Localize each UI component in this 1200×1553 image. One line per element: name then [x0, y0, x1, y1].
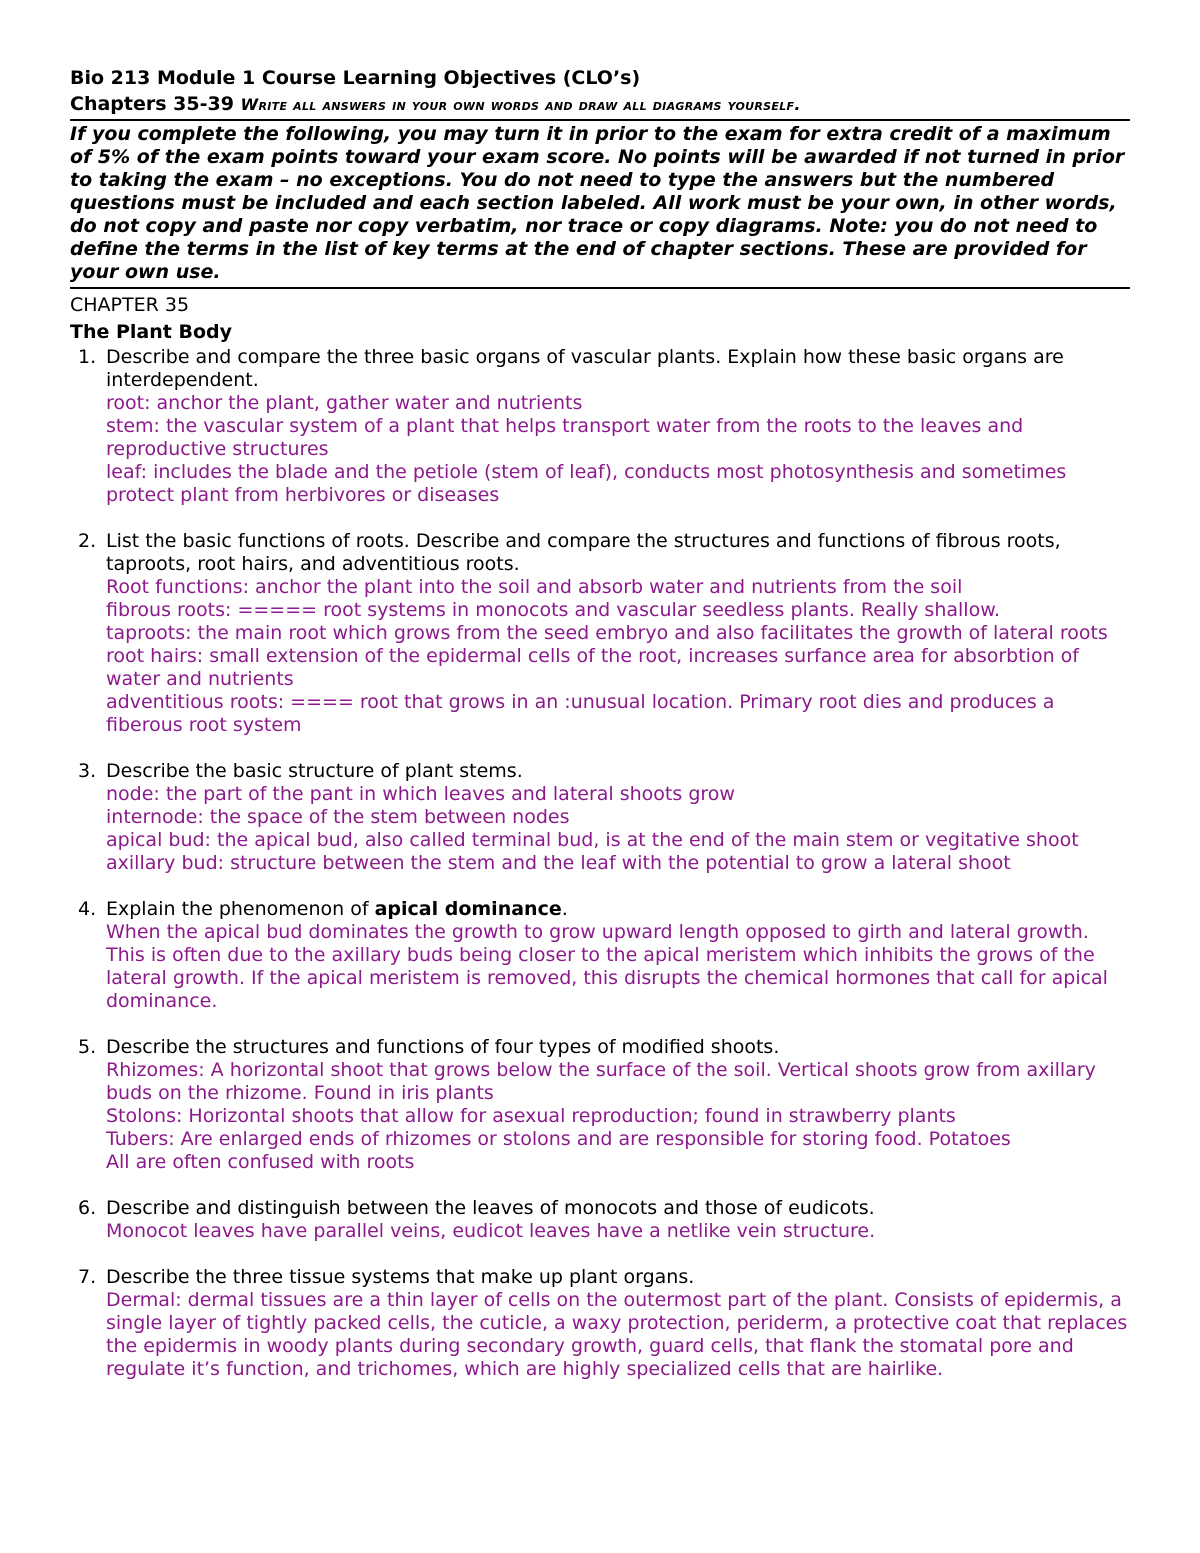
- question-item: [70, 1266, 1130, 1381]
- extra-credit-notice: If you complete the following, you may turn it in prior to the exam for extra credit of a maximum of 5% of the exam points toward your exam score. No points will be awarded if not turned in prior to taking the exam – no exceptions. You do not need to type the answers but the numbered questions must be included and each section labeled. All work must be your own, in other words, do not copy and paste nor copy verbatim, nor trace or copy diagrams. Note: you do not need to define the terms in the list of key terms at the end of chapter sections. These are provided for your own use.: [70, 123, 1125, 283]
- document-page: [70, 62, 1130, 1404]
- question-number: 2.: [78, 530, 97, 552]
- section-heading: The Plant Body: [70, 321, 232, 343]
- question-text: Describe and distinguish between the leaves of monocots and those of eudicots.: [106, 1197, 875, 1219]
- question-number: 7.: [78, 1266, 97, 1288]
- top-divider: [70, 119, 1130, 121]
- question-text-after: .: [561, 898, 568, 920]
- answer-line: Monocot leaves have parallel veins, eudicot leaves have a netlike vein structure.: [106, 1220, 876, 1242]
- question-number: 5.: [78, 1036, 97, 1058]
- answer-line: internode: the space of the stem between nodes: [106, 806, 570, 828]
- question-text: List the basic functions of roots. Describe and compare the structures and functions of fibrous roots, taproots, root hairs, and adventitious roots.: [106, 530, 1061, 575]
- answer-line: Root functions: anchor the plant into the soil and absorb water and nutrients from the soil: [106, 576, 963, 598]
- answer-line: leaf: includes the blade and the petiole (stem of leaf), conducts most photosynthesis and sometimes protect plant from herbivores or diseases: [106, 461, 1067, 506]
- question-number: 1.: [78, 346, 97, 368]
- answer-line: adventitious roots: ==== root that grows in an :unusual location. Primary root dies and produces a fiberous root system: [106, 691, 1055, 736]
- question-text: Describe and compare the three basic organs of vascular plants. Explain how these basic organs are interdependent.: [106, 346, 1064, 391]
- question-item: [70, 1036, 1130, 1174]
- question-list: [70, 346, 1130, 1381]
- key-term: apical dominance: [374, 898, 562, 920]
- question-item: [70, 898, 1130, 1013]
- question-text: Describe the three tissue systems that make up plant organs.: [106, 1266, 695, 1288]
- answer-line: root hairs: small extension of the epidermal cells of the root, increases surfance area for absorbtion of water and nutrients: [106, 645, 1079, 690]
- answer-line: When the apical bud dominates the growth to grow upward length opposed to girth and lateral growth. This is often due to the axillary buds being closer to the apical meristem which inhibits the grows of the lateral growth. If the apical meristem is removed, this disrupts the chemical hormones that call for apical dominance.: [106, 921, 1108, 1012]
- answer-line: root: anchor the plant, gather water and nutrients: [106, 392, 583, 414]
- answer-line: fibrous roots: ===== root systems in monocots and vascular seedless plants. Really shallow.: [106, 599, 1001, 621]
- answer-line: stem: the vascular system of a plant that helps transport water from the roots to the leaves and reproductive structures: [106, 415, 1024, 460]
- answer-line: taproots: the main root which grows from the seed embryo and also facilitates the growth of lateral roots: [106, 622, 1108, 644]
- answer-line: Tubers: Are enlarged ends of rhizomes or stolons and are responsible for storing food. Potatoes: [106, 1128, 1011, 1150]
- answer-line: axillary bud: structure between the stem and the leaf with the potential to grow a lateral shoot: [106, 852, 1011, 874]
- document-subtitle: [70, 92, 1130, 117]
- document-title: Bio 213 Module 1 Course Learning Objectives (CLO’s): [70, 67, 641, 89]
- bottom-divider: [70, 287, 1130, 289]
- question-item: [70, 346, 1130, 507]
- question-number: 3.: [78, 760, 97, 782]
- question-text: Describe the basic structure of plant stems.: [106, 760, 523, 782]
- question-item: [70, 530, 1130, 737]
- question-number: 6.: [78, 1197, 97, 1219]
- question-item: [70, 760, 1130, 875]
- question-number: 4.: [78, 898, 97, 920]
- answer-line: Stolons: Horizontal shoots that allow for asexual reproduction; found in strawberry plants: [106, 1105, 956, 1127]
- question-text: [106, 898, 1130, 921]
- subtitle-chapters: Chapters 35-39: [70, 93, 234, 115]
- question-text: Describe the structures and functions of four types of modified shoots.: [106, 1036, 780, 1058]
- question-item: [70, 1197, 1130, 1243]
- answer-line: Dermal: dermal tissues are a thin layer of cells on the outermost part of the plant. Consists of epidermis, a single layer of tightly packed cells, the cuticle, a waxy protection, periderm, a protective coat that replaces the epidermis in woody plants during secondary growth, guard cells, that flank the stomatal pore and regulate it’s function, and trichomes, which are highly specialized cells that are hairlike.: [106, 1289, 1128, 1380]
- answer-line: All are often confused with roots: [106, 1151, 415, 1173]
- chapter-heading: CHAPTER 35: [70, 294, 190, 316]
- answer-line: node: the part of the pant in which leaves and lateral shoots grow: [106, 783, 735, 805]
- question-text-before: Explain the phenomenon of: [106, 898, 375, 920]
- answer-line: Rhizomes: A horizontal shoot that grows below the surface of the soil. Vertical shoots grow from axillary buds on the rhizome. Found in iris plants: [106, 1059, 1096, 1104]
- answer-line: apical bud: the apical bud, also called terminal bud, is at the end of the main stem or vegitative shoot: [106, 829, 1079, 851]
- subtitle-instruction: Write all answers in your own words and draw all diagrams yourself.: [240, 95, 801, 114]
